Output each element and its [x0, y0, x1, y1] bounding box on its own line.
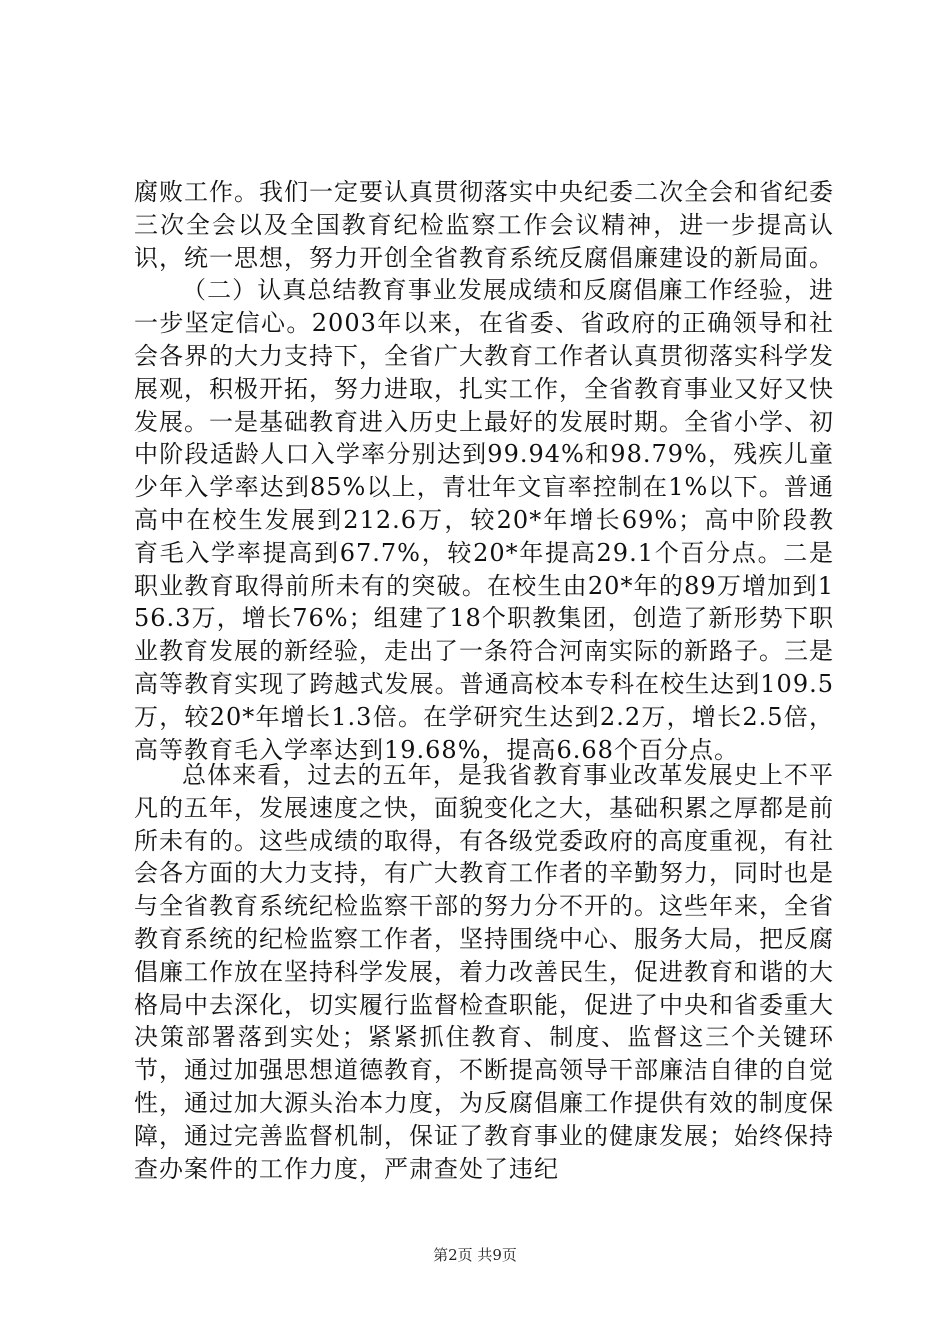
paragraph-continuation: 腐败工作。我们一定要认真贯彻落实中央纪委二次全会和省纪委三次全会以及全国教育纪检监察工作会议精神，进一步提高认识，统一思想，努力开创全省教育系统反腐倡廉建设的新局面。 [134, 178, 834, 272]
text-block-lower [134, 759, 834, 1185]
page-footer: 第2页 共9页 [433, 1246, 517, 1264]
paragraph-summary: 总体来看，过去的五年，是我省教育事业改革发展史上不平凡的五年，发展速度之快，面貌变化之大，基础积累之厚都是前所未有的。这些成绩的取得，有各级党委政府的高度重视，有社会各方面的大力支持，有广大教育工作者的辛勤努力，同时也是与全省教育系统纪检监察干部的努力分不开的。这些年来，全省教育系统的纪检监察工作者，坚持围绕中心、服务大局，把反腐倡廉工作放在坚持科学发展，着力改善民生，促进教育和谐的大格局中去深化，切实履行监督检查职能，促进了中央和省委重大决策部署落到实处；紧紧抓住教育、制度、监督这三个关键环节，通过加强思想道德教育，不断提高领导干部廉洁自律的自觉性，通过加大源头治本力度，为反腐倡廉工作提供有效的制度保障，通过完善监督机制，保证了教育事业的健康发展；始终保持查办案件的工作力度，严肃查处了违纪 [134, 761, 834, 1183]
text-block-upper [134, 176, 834, 766]
paragraph-section-two: （二）认真总结教育事业发展成绩和反腐倡廉工作经验，进一步坚定信心。2003年以来，在省委、省政府的正确领导和社会各界的大力支持下，全省广大教育工作者认真贯彻落实科学发展观，积极开拓，努力进取，扎实工作，全省教育事业又好又快发展。一是基础教育进入历史上最好的发展时期。全省小学、初中阶段适龄人口入学率分别达到99.94%和98.79%，残疾儿童少年入学率达到85%以上，青壮年文盲率控制在1%以下。普通高中在校生发展到212.6万，较20*年增长69%；高中阶段教育毛入学率提高到67.7%，较20*年提高29.1个百分点。二是职业教育取得前所未有的突破。在校生由20*年的89万增加到156.3万，增长76%；组建了18个职教集团，创造了新形势下职业教育发展的新经验，走出了一条符合河南实际的新路子。三是高等教育实现了跨越式发展。普通高校本专科在校生达到109.5万，较20*年增长1.3倍。在学研究生达到2.2万，增长2.5倍，高等教育毛入学率达到19.68%，提高6.68个百分点。 [134, 276, 834, 764]
